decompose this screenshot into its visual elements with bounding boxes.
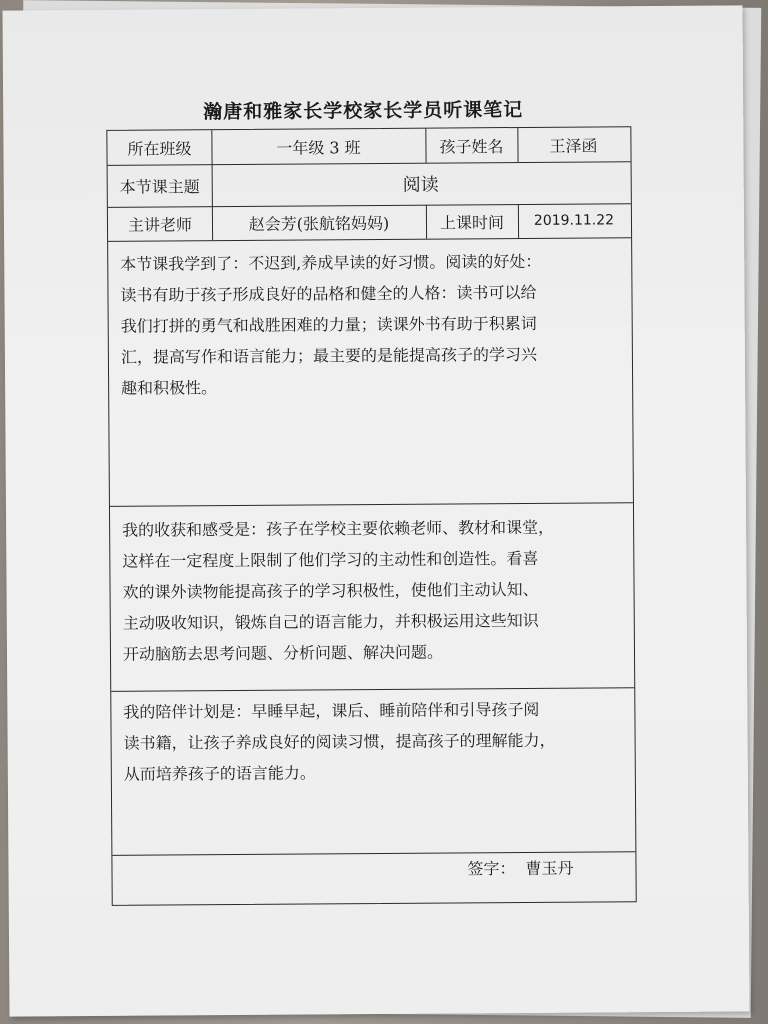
gains-line: 这样在一定程度上限制了他们学习的主动性和创造性。看喜 bbox=[122, 548, 539, 571]
plan-line: 我的陪伴计划是：早睡早起，课后、睡前陪伴和引导孩子阅 bbox=[123, 699, 540, 722]
note-form-table bbox=[106, 126, 636, 906]
learned-line: 汇，提高写作和语言能力；最主要的是能提高孩子的学习兴 bbox=[120, 344, 537, 367]
topic-label: 本节课主题 bbox=[119, 176, 200, 197]
signature-name: 曹玉丹 bbox=[525, 858, 574, 878]
learned-line: 我们打拼的勇气和战胜困难的力量；读课外书有助于积累词 bbox=[120, 313, 537, 336]
document-title: 瀚唐和雅家长学校家长学员听课笔记 bbox=[203, 98, 524, 124]
gains-line: 主动吸收知识，锻炼自己的语言能力，并积极运用这些知识 bbox=[122, 610, 539, 633]
class-value: 一年级 3 班 bbox=[276, 137, 361, 158]
topic-value: 阅读 bbox=[402, 174, 439, 196]
plan-line: 从而培养孩子的语言能力。 bbox=[123, 763, 316, 784]
class-time-value: 2019.11.22 bbox=[533, 212, 615, 229]
gains-line: 我的收获和感受是：孩子在学校主要依赖老师、教材和课堂， bbox=[122, 517, 555, 540]
learned-line: 本节课我学到了：不迟到,养成早读的好习惯。阅读的好处： bbox=[120, 251, 542, 274]
learned-section bbox=[120, 245, 621, 403]
class-time-label: 上课时间 bbox=[439, 212, 505, 233]
class-label: 所在班级 bbox=[127, 138, 192, 159]
child-name-value: 王泽函 bbox=[549, 135, 598, 156]
teacher-label: 主讲老师 bbox=[127, 214, 193, 235]
gains-line: 开动脑筋去思考问题、分析问题、解决问题。 bbox=[122, 642, 444, 664]
teacher-value: 赵会芳(张航铭妈妈) bbox=[248, 213, 390, 234]
child-name-label: 孩子姓名 bbox=[439, 136, 504, 157]
note-sheet bbox=[2, 5, 749, 1016]
plan-line: 读书籍，让孩子养成良好的阅读习惯，提高孩子的理解能力， bbox=[123, 730, 556, 753]
learned-line: 趣和积极性。 bbox=[121, 378, 218, 398]
gains-line: 欢的课外读物能提高孩子的学习积极性，使他们主动认知、 bbox=[122, 579, 539, 602]
gains-section bbox=[122, 511, 623, 669]
plan-section bbox=[123, 693, 624, 789]
learned-line: 读书有助于孩子形成良好的品格和健全的人格：读书可以给 bbox=[120, 282, 537, 305]
signature-line bbox=[467, 856, 573, 880]
section-divider bbox=[111, 687, 634, 692]
signature-label: 签字： bbox=[467, 859, 516, 879]
section-divider bbox=[110, 502, 633, 507]
